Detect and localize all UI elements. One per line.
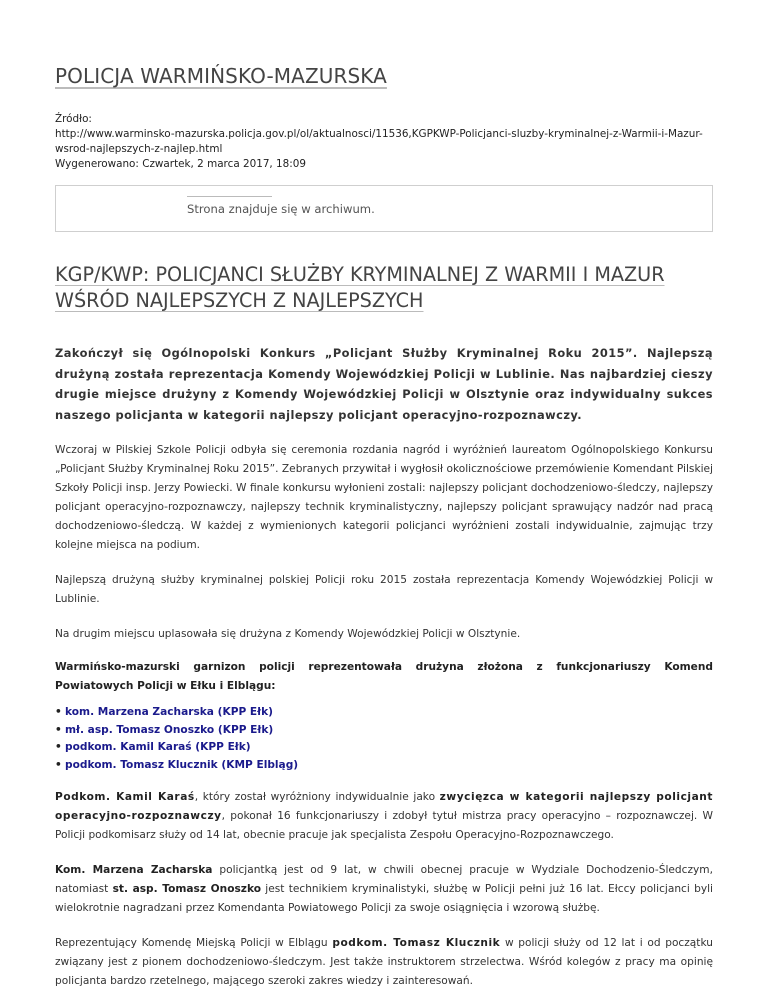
- paragraph-klucznik: [55, 934, 713, 991]
- onoszko-name: st. asp. Tomasz Onoszko: [112, 883, 261, 895]
- source-url: http://www.warminsko-mazurska.policja.gov.pl/ol/aktualnosci/11536,KGPKWP-Policjanci-sluzby-kryminalnej-z-Warmii-i-Mazur-wsrod-najlepszych-z-najlep.html: [55, 128, 703, 155]
- paragraph-karas: [55, 788, 713, 845]
- source-meta: [55, 112, 713, 172]
- site-title[interactable]: POLICJA WARMIŃSKO-MAZURSKA: [55, 64, 387, 88]
- archive-divider: [187, 196, 272, 197]
- paragraph-ceremony: Wczoraj w Pilskiej Szkole Policji odbyła się ceremonia rozdania nagród i wyróżnień laureatom Ogólnopolskiego Konkursu „Policjant Służby Kryminalnej Roku 2015”. Zebranych przywitał i wygłosił okolicznościowe przemówienie Komendant Pilskiej Szkoły Policji insp. Jerzy Powiecki. W finale konkursu wyłonieni zostali: najlepszy policjant dochodzeniowo-śledczy, najlepszy policjant operacyjno-rozpoznawczy, najlepszy technik kryminalistyczny, najlepszy policjant sprawujący nadzór nad pracą dochodzeniowo-śledczą. W każdej z wymienionych kategorii policjanci wyróżnieni zostali indywidualnie, zajmując trzy kolejne miejsca na podium.: [55, 444, 713, 551]
- list-item: • podkom. Tomasz Klucznik (KMP Elbląg): [55, 757, 713, 775]
- article-title[interactable]: KGP/KWP: POLICJANCI SŁUŻBY KRYMINALNEJ Z WARMII I MAZUR WŚRÓD NAJLEPSZYCH Z NAJLEPSZYCH: [55, 263, 665, 312]
- paragraph-second-place: Na drugim miejscu uplasowała się drużyna z Komendy Wojewódzkiej Policji w Olsztynie.: [55, 628, 521, 640]
- paragraph-best-team: Najlepszą drużyną służby kryminalnej polskiej Policji roku 2015 została reprezentacja Komendy Wojewódzkiej Policji w Lublinie.: [55, 574, 713, 605]
- karas-text-1: , który został wyróżniony indywidualnie jako: [194, 791, 440, 803]
- zacharska-name: Kom. Marzena Zacharska: [55, 864, 213, 876]
- klucznik-text-2: w policji służy od 12 lat i od początku związany jest z pionem dochodzeniowo-śledczym. Jest także instruktorem strzelectwa. Wśród kolegów z pracy ma opinię policjanta bardzo rzetelnego, mającego szeroki zakres wiedzy i zainteresowań.: [55, 937, 713, 987]
- generated-date: Wygenerowano: Czwartek, 2 marca 2017, 18:09: [55, 158, 306, 170]
- list-item: • mł. asp. Tomasz Onoszko (KPP Ełk): [55, 722, 713, 740]
- archive-notice: Strona znajduje się w archiwum.: [187, 202, 375, 216]
- paragraph-team-intro: [55, 658, 713, 696]
- zacharska-text: policjantką jest od 9 lat, w chwili obecnej pracuje w Wydziale Dochodzenio-Śledczym, natomiast: [55, 864, 713, 895]
- klucznik-text-1: Reprezentujący Komendę Miejską Policji w Elblągu: [55, 937, 333, 949]
- list-item: • kom. Marzena Zacharska (KPP Ełk): [55, 704, 713, 722]
- list-item: • podkom. Kamil Karaś (KPP Ełk): [55, 739, 713, 757]
- article-lead: Zakończył się Ogólnopolski Konkurs „Policjant Służby Kryminalnej Roku 2015”. Najlepszą drużyną została reprezentacja Komendy Wojewódzkiej Policji w Lublinie. Nas najbardziej cieszy drugie miejsce drużyny z Komendy Wojewódzkiej Policji w Olsztynie oraz indywidualny sukces naszego policjanta w kategorii najlepszy policjant operacyjno-rozpoznawczy.: [55, 346, 713, 422]
- team-intro-text: Warmińsko-mazurski garnizon policji reprezentowała drużyna złożona z funkcjonariuszy Komend Powiatowych Policji w Ełku i Elblągu:: [55, 661, 713, 692]
- archive-notice-box: [55, 185, 713, 232]
- source-label: Źródło:: [55, 113, 92, 125]
- onoszko-text: jest technikiem kryminalistyki, służbę w Policji pełni już 16 lat. Ełccy policjanci byli wielokrotnie nagradzani przez Komendanta Powiatowego Policji za swoje osiągnięcia i wzorową służbę.: [55, 883, 713, 914]
- karas-name: Podkom. Kamil Karaś: [55, 791, 195, 803]
- team-members-list: [55, 704, 713, 774]
- karas-award: zwycięzca w kategorii najlepszy policjant operacyjno-rozpoznawczy: [55, 791, 713, 822]
- paragraph-zacharska-onoszko: [55, 861, 713, 918]
- karas-text-2: , pokonał 16 funkcjonariuszy i zdobył tytuł mistrza pracy operacyjno – rozpoznawczej. W Policji podkomisarz służy od 14 lat, obecnie pracuje jak specjalista Zespołu Operacyjno-Rozpoznawczego.: [55, 810, 713, 841]
- klucznik-name: podkom. Tomasz Klucznik: [332, 937, 501, 949]
